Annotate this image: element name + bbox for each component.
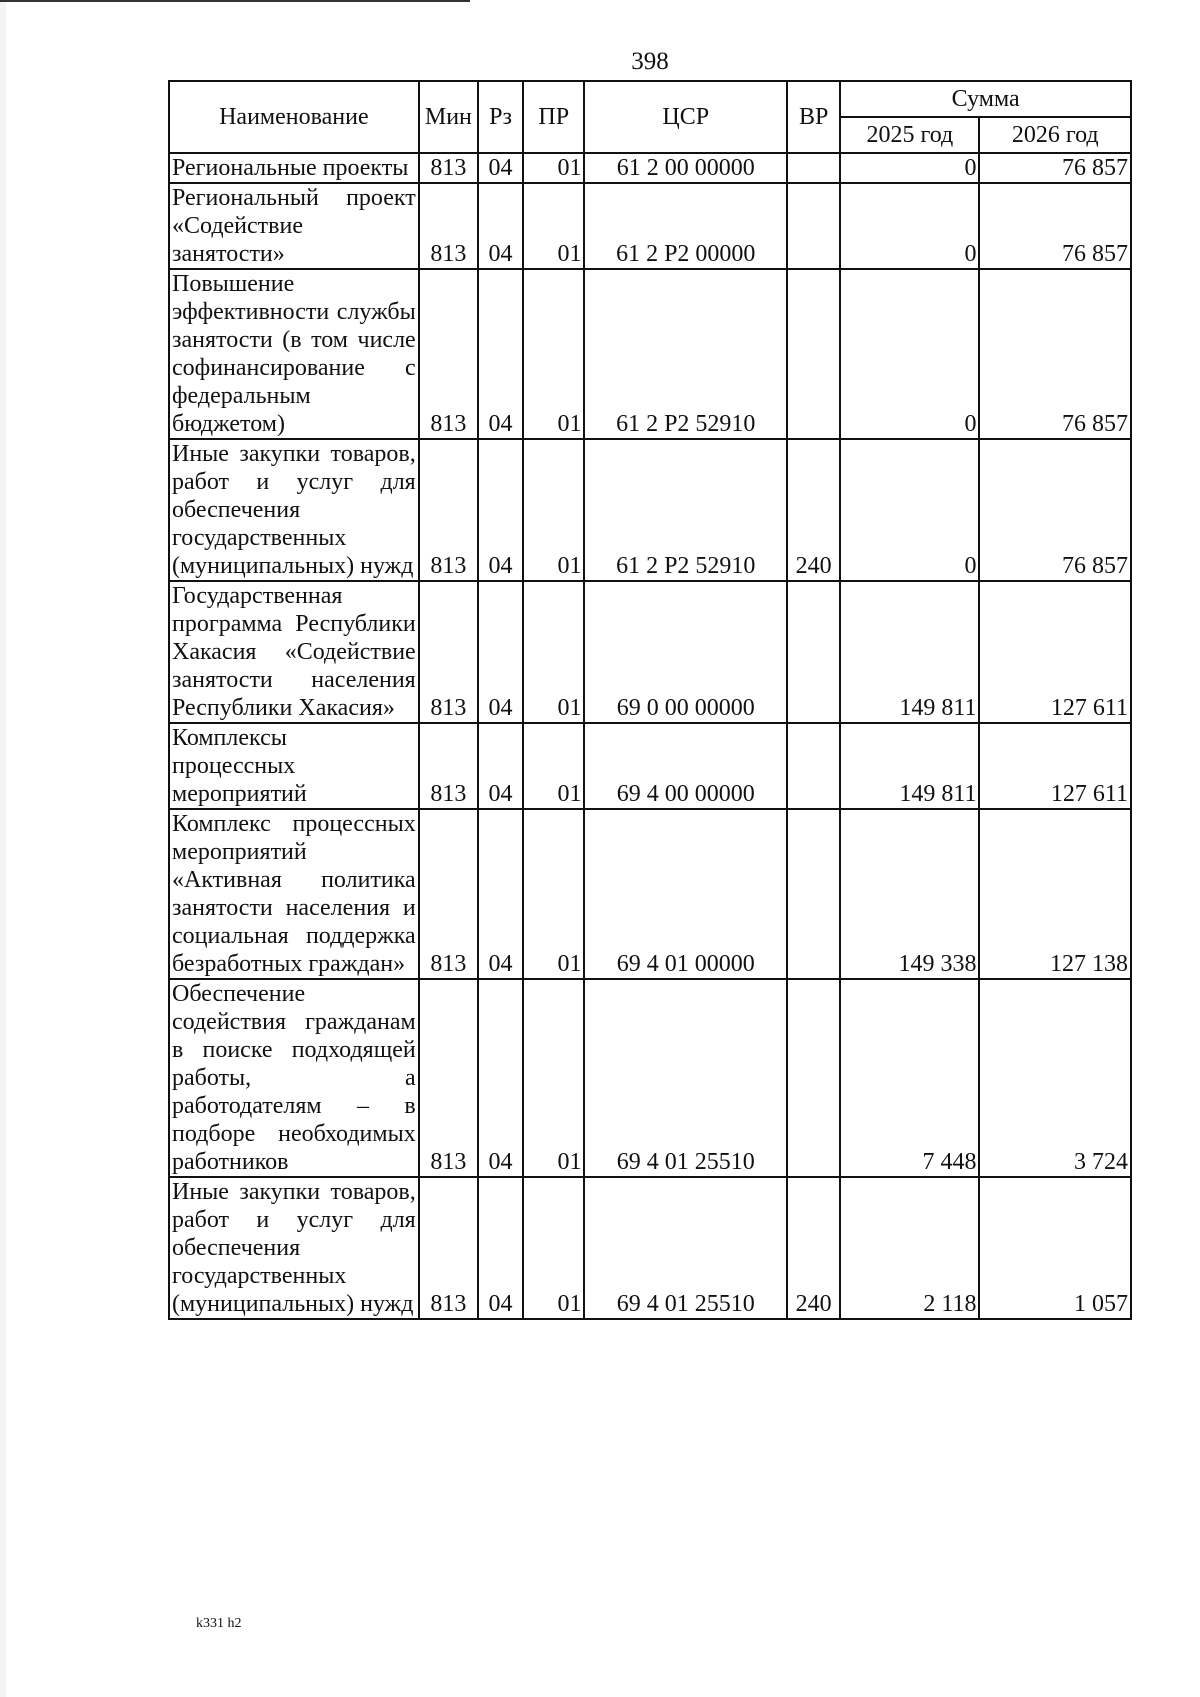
- row-pr: 01: [523, 153, 584, 183]
- row-rz: 04: [478, 269, 523, 439]
- row-sum-2026: 3 724: [979, 979, 1131, 1177]
- row-name: Региональные проекты: [169, 153, 419, 183]
- footer-code: k331 h2: [196, 1616, 242, 1631]
- row-csr: 69 0 00 00000: [584, 581, 787, 723]
- row-csr: 69 4 01 00000: [584, 809, 787, 979]
- row-csr: 61 2 00 00000: [584, 153, 787, 183]
- row-rz: 04: [478, 183, 523, 269]
- row-min: 813: [419, 809, 478, 979]
- header-min: Мин: [419, 81, 478, 153]
- table-row: [169, 183, 1131, 269]
- row-vr: [787, 979, 840, 1177]
- row-min: 813: [419, 153, 478, 183]
- table-row: [169, 269, 1131, 439]
- row-rz: 04: [478, 581, 523, 723]
- row-pr: 01: [523, 979, 584, 1177]
- row-sum-2026: 127 138: [979, 809, 1131, 979]
- row-vr: [787, 269, 840, 439]
- row-sum-2025: 0: [840, 183, 979, 269]
- row-name: Региональный проект «Содействие занятости»: [169, 183, 419, 269]
- row-vr: [787, 723, 840, 809]
- header-sum: Сумма: [840, 81, 1131, 117]
- row-vr: 240: [787, 1177, 840, 1319]
- header-rz: Рз: [478, 81, 523, 153]
- table-row: [169, 723, 1131, 809]
- table-row: [169, 809, 1131, 979]
- row-pr: 01: [523, 723, 584, 809]
- budget-table: [168, 80, 1132, 1320]
- row-pr: 01: [523, 1177, 584, 1319]
- row-min: 813: [419, 269, 478, 439]
- row-rz: 04: [478, 439, 523, 581]
- row-name: Обеспечение содействия гражданам в поиске подходящей работы, а работодателям – в подборе необходимых работников: [169, 979, 419, 1177]
- row-pr: 01: [523, 183, 584, 269]
- header-year-2025: 2025 год: [840, 117, 979, 153]
- row-csr: 69 4 01 25510: [584, 1177, 787, 1319]
- row-sum-2026: 127 611: [979, 581, 1131, 723]
- row-sum-2026: 1 057: [979, 1177, 1131, 1319]
- row-sum-2025: 0: [840, 439, 979, 581]
- row-sum-2025: 149 811: [840, 581, 979, 723]
- row-vr: [787, 581, 840, 723]
- top-rule: [0, 0, 470, 2]
- header-pr: ПР: [523, 81, 584, 153]
- row-name: Государственная программа Республики Хакасия «Содействие занятости населения Республики Хакасия»: [169, 581, 419, 723]
- page-number: 398: [631, 48, 669, 75]
- row-vr: [787, 809, 840, 979]
- row-name: Комплексы процессных мероприятий: [169, 723, 419, 809]
- row-rz: 04: [478, 153, 523, 183]
- row-sum-2025: 7 448: [840, 979, 979, 1177]
- row-csr: 69 4 01 25510: [584, 979, 787, 1177]
- header-csr: ЦСР: [584, 81, 787, 153]
- row-vr: [787, 153, 840, 183]
- row-vr: [787, 183, 840, 269]
- row-sum-2026: 76 857: [979, 183, 1131, 269]
- row-name: Иные закупки товаров, работ и услуг для обеспечения государственных (муниципальных) нужд: [169, 439, 419, 581]
- row-csr: 61 2 Р2 00000: [584, 183, 787, 269]
- row-sum-2026: 127 611: [979, 723, 1131, 809]
- row-name: Иные закупки товаров, работ и услуг для обеспечения государственных (муниципальных) нужд: [169, 1177, 419, 1319]
- row-min: 813: [419, 439, 478, 581]
- header-name: Наименование: [169, 81, 419, 153]
- row-csr: 69 4 00 00000: [584, 723, 787, 809]
- table-row: [169, 153, 1131, 183]
- row-sum-2026: 76 857: [979, 153, 1131, 183]
- header-vr: ВР: [787, 81, 840, 153]
- row-sum-2025: 149 811: [840, 723, 979, 809]
- row-sum-2025: 2 118: [840, 1177, 979, 1319]
- row-pr: 01: [523, 269, 584, 439]
- row-rz: 04: [478, 979, 523, 1177]
- header-year-2026: 2026 год: [979, 117, 1131, 153]
- table-row: [169, 1177, 1131, 1319]
- row-pr: 01: [523, 809, 584, 979]
- table-row: [169, 439, 1131, 581]
- row-min: 813: [419, 1177, 478, 1319]
- row-csr: 61 2 Р2 52910: [584, 439, 787, 581]
- row-min: 813: [419, 979, 478, 1177]
- row-rz: 04: [478, 809, 523, 979]
- row-sum-2026: 76 857: [979, 439, 1131, 581]
- row-csr: 61 2 Р2 52910: [584, 269, 787, 439]
- scan-edge: [0, 0, 6, 1697]
- table-row: [169, 581, 1131, 723]
- row-min: 813: [419, 723, 478, 809]
- row-sum-2025: 0: [840, 269, 979, 439]
- row-vr: 240: [787, 439, 840, 581]
- row-rz: 04: [478, 1177, 523, 1319]
- row-pr: 01: [523, 581, 584, 723]
- row-sum-2026: 76 857: [979, 269, 1131, 439]
- row-min: 813: [419, 183, 478, 269]
- row-sum-2025: 149 338: [840, 809, 979, 979]
- row-name: Комплекс процессных мероприятий «Активная политика занятости населения и социальная поддержка безработных граждан»: [169, 809, 419, 979]
- row-name: Повышение эффективности службы занятости (в том числе софинансирование с федеральным бюджетом): [169, 269, 419, 439]
- row-rz: 04: [478, 723, 523, 809]
- row-sum-2025: 0: [840, 153, 979, 183]
- row-min: 813: [419, 581, 478, 723]
- row-pr: 01: [523, 439, 584, 581]
- table-row: [169, 979, 1131, 1177]
